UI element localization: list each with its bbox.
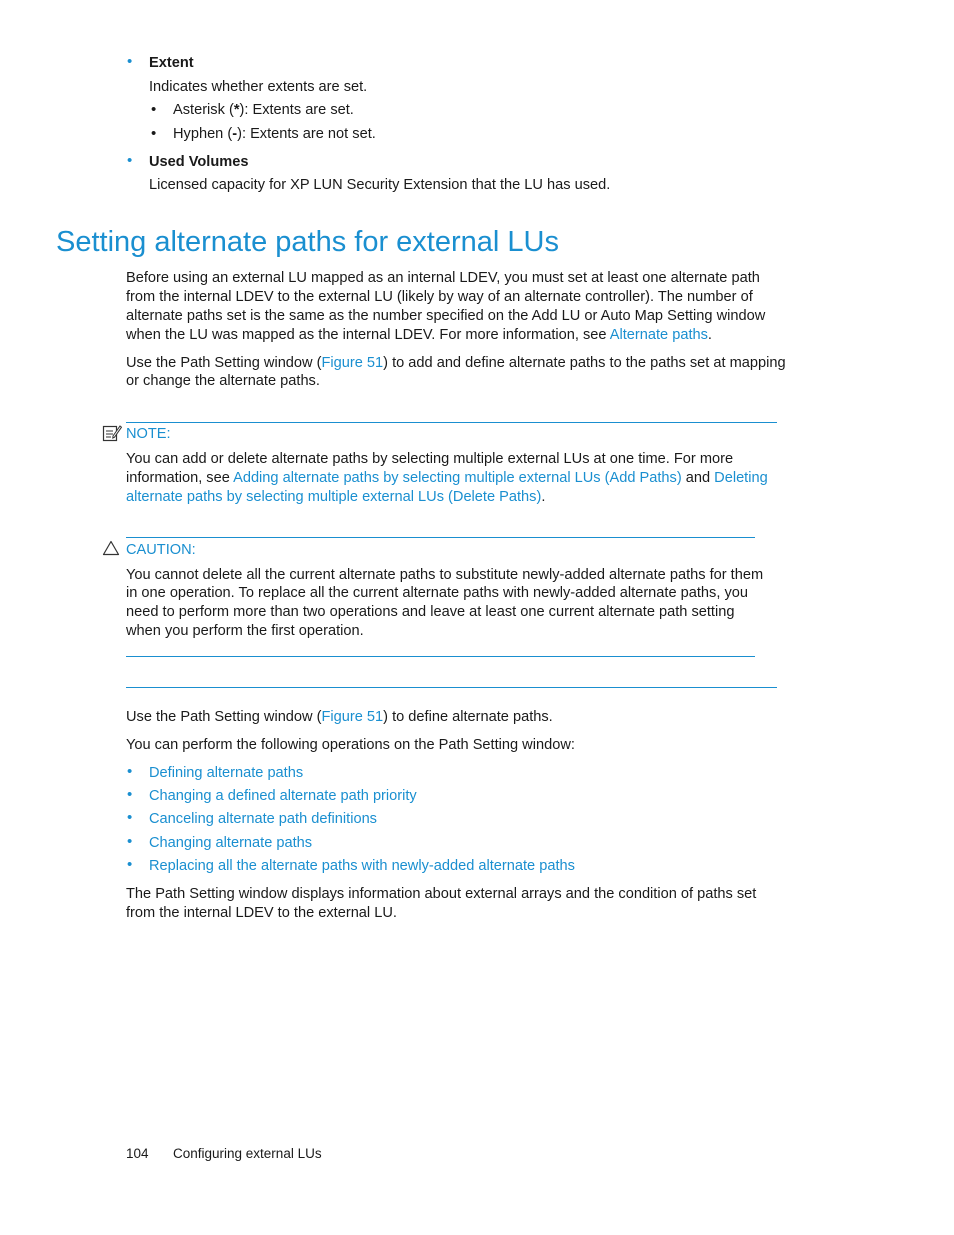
- page-number: 104: [126, 1146, 149, 1161]
- link-changing-path-priority[interactable]: Changing a defined alternate path priority: [149, 788, 417, 804]
- term-used-volumes: Used Volumes: [149, 154, 249, 170]
- bullet: •: [127, 152, 133, 169]
- term-extent-desc: Indicates whether extents are set.: [149, 79, 368, 95]
- link-adding-alternate-paths[interactable]: Adding alternate paths by selecting multiple external LUs (Add Paths): [233, 470, 682, 486]
- paragraph-line: You can perform the following operations on the Path Setting window:: [126, 737, 575, 753]
- list-item: Hyphen (-): Extents are not set.: [173, 126, 376, 142]
- link-deleting-alternate-paths[interactable]: Deleting: [714, 470, 768, 486]
- paragraph-line: when the LU was mapped as the internal LDEV. For more information, see Alternate paths.: [126, 327, 712, 343]
- paragraph-line: Use the Path Setting window (Figure 51) to add and define alternate paths to the paths set at mapping: [126, 355, 786, 371]
- paragraph-line: or change the alternate paths.: [126, 373, 320, 389]
- bullet: •: [151, 125, 157, 142]
- bullet: •: [127, 809, 133, 826]
- link-canceling-path-definitions[interactable]: Canceling alternate path definitions: [149, 811, 377, 827]
- bullet: •: [127, 856, 133, 873]
- link-deleting-alternate-paths-cont[interactable]: alternate paths by selecting multiple external LUs (Delete Paths): [126, 489, 542, 505]
- bullet: •: [127, 763, 133, 780]
- bullet: •: [127, 833, 133, 850]
- bullet: •: [127, 53, 133, 70]
- note-icon: [102, 424, 122, 446]
- paragraph-line: Before using an external LU mapped as an internal LDEV, you must set at least one alternate path: [126, 270, 760, 286]
- footer-chapter: Configuring external LUs: [173, 1146, 322, 1161]
- caution-text: in one operation. To replace all the current alternate paths with newly-added alternate paths, you: [126, 585, 748, 601]
- paragraph-line: alternate paths set is the same as the number specified on the Add LU or Auto Map Setting window: [126, 308, 766, 324]
- section-title: Setting alternate paths for external LUs: [56, 226, 559, 258]
- caution-text: when you perform the first operation.: [126, 623, 364, 639]
- caution-text: need to perform more than two operations and leave at least one current alternate path setting: [126, 604, 735, 620]
- note-top-rule: [126, 422, 777, 423]
- link-replacing-alternate-paths[interactable]: Replacing all the alternate paths with newly-added alternate paths: [149, 858, 575, 874]
- paragraph-line: from the internal LDEV to the external LU (likely by way of an alternate controller). The number of: [126, 289, 753, 305]
- caution-text: You cannot delete all the current alternate paths to substitute newly-added alternate paths for them: [126, 567, 764, 583]
- bullet: •: [151, 101, 157, 118]
- term-extent: Extent: [149, 55, 194, 71]
- paragraph-line: The Path Setting window displays information about external arrays and the condition of paths set: [126, 886, 757, 902]
- caution-icon: [102, 540, 120, 560]
- paragraph-line: Use the Path Setting window (Figure 51) to define alternate paths.: [126, 709, 553, 725]
- caution-label: CAUTION:: [126, 542, 196, 558]
- bullet: •: [127, 786, 133, 803]
- note-text: alternate paths by selecting multiple external LUs (Delete Paths).: [126, 489, 546, 505]
- list-item: Asterisk (*): Extents are set.: [173, 102, 354, 118]
- link-changing-alternate-paths[interactable]: Changing alternate paths: [149, 835, 313, 851]
- note-text: You can add or delete alternate paths by selecting multiple external LUs at one time. For more: [126, 451, 734, 467]
- link-defining-alternate-paths[interactable]: Defining alternate paths: [149, 765, 304, 781]
- paragraph-line: from the internal LDEV to the external LU.: [126, 905, 397, 921]
- link-figure-51[interactable]: Figure 51: [321, 355, 384, 371]
- term-used-volumes-desc: Licensed capacity for XP LUN Security Extension that the LU has used.: [149, 177, 611, 193]
- link-alternate-paths[interactable]: Alternate paths: [609, 327, 708, 343]
- caution-bottom-rule: [126, 656, 755, 657]
- caution-top-rule: [126, 537, 755, 538]
- link-figure-51[interactable]: Figure 51: [321, 709, 384, 725]
- note-text: information, see Adding alternate paths by selecting multiple external LUs (Add Paths) and Deleting: [126, 470, 768, 486]
- note-bottom-rule: [126, 687, 777, 688]
- note-label: NOTE:: [126, 426, 171, 442]
